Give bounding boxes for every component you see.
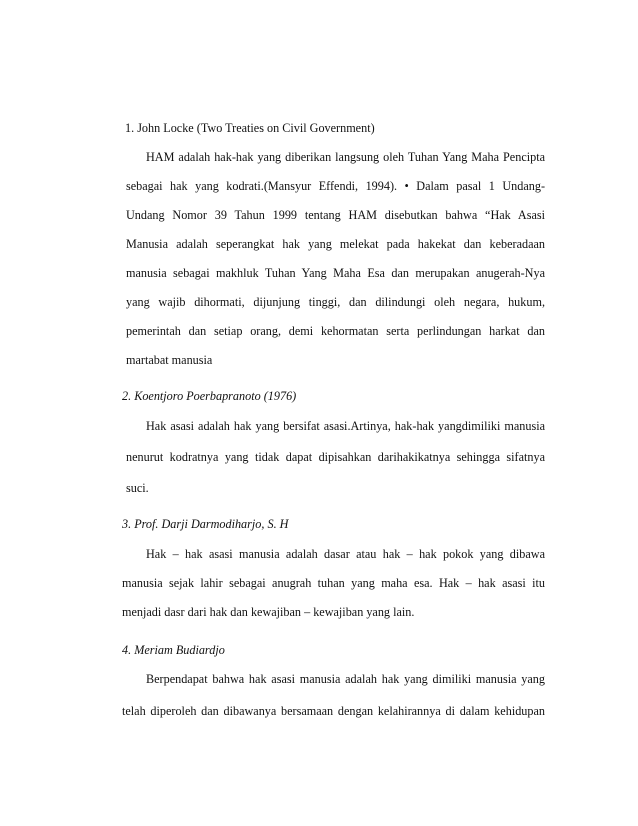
section-1-line-7: pemerintah dan setiap orang, demi kehormatan serta perlindungan harkat dan [126, 324, 545, 338]
section-1-line-4: Manusia adalah seperangkat hak yang melekat pada hakekat dan keberadaan [126, 237, 545, 251]
section-2-line-2: nenurut kodratnya yang tidak dapat dipisahkan darihakikatnya sehingga sifatnya [126, 450, 545, 464]
section-3-line-2: manusia sejak lahir sebagai anugrah tuhan yang maha esa. Hak – hak asasi itu [122, 576, 545, 590]
section-4-heading: 4. Meriam Budiardjo [122, 643, 225, 657]
section-2-line-3: suci. [126, 481, 149, 495]
section-1-heading: 1. John Locke (Two Treaties on Civil Government) [125, 121, 375, 135]
section-3-heading: 3. Prof. Darji Darmodiharjo, S. H [122, 517, 289, 531]
section-1-line-8: martabat manusia [126, 353, 213, 367]
section-2-line-1: Hak asasi adalah hak yang bersifat asasi.Artinya, hak-hak yangdimiliki manusia [146, 419, 545, 433]
section-1-line-5: manusia sebagai makhluk Tuhan Yang Maha Esa dan merupakan anugerah-Nya [126, 266, 545, 280]
section-2-heading: 2. Koentjoro Poerbapranoto (1976) [122, 389, 297, 403]
section-1-line-6: yang wajib dihormati, dijunjung tinggi, dan dilindungi oleh negara, hukum, [126, 295, 545, 309]
section-1-line-1: HAM adalah hak-hak yang diberikan langsung oleh Tuhan Yang Maha Pencipta [146, 150, 545, 164]
section-4-line-1: Berpendapat bahwa hak asasi manusia adalah hak yang dimiliki manusia yang [146, 672, 545, 686]
section-1-line-3: Undang Nomor 39 Tahun 1999 tentang HAM disebutkan bahwa “Hak Asasi [126, 208, 545, 222]
section-3-line-1: Hak – hak asasi manusia adalah dasar atau hak – hak pokok yang dibawa [146, 547, 545, 561]
section-3-line-3: menjadi dasr dari hak dan kewajiban – kewajiban yang lain. [122, 605, 415, 619]
section-1-line-2: sebagai hak yang kodrati.(Mansyur Effendi, 1994). • Dalam pasal 1 Undang- [126, 179, 545, 193]
section-4-line-2: telah diperoleh dan dibawanya bersamaan dengan kelahirannya di dalam kehidupan [122, 704, 545, 718]
